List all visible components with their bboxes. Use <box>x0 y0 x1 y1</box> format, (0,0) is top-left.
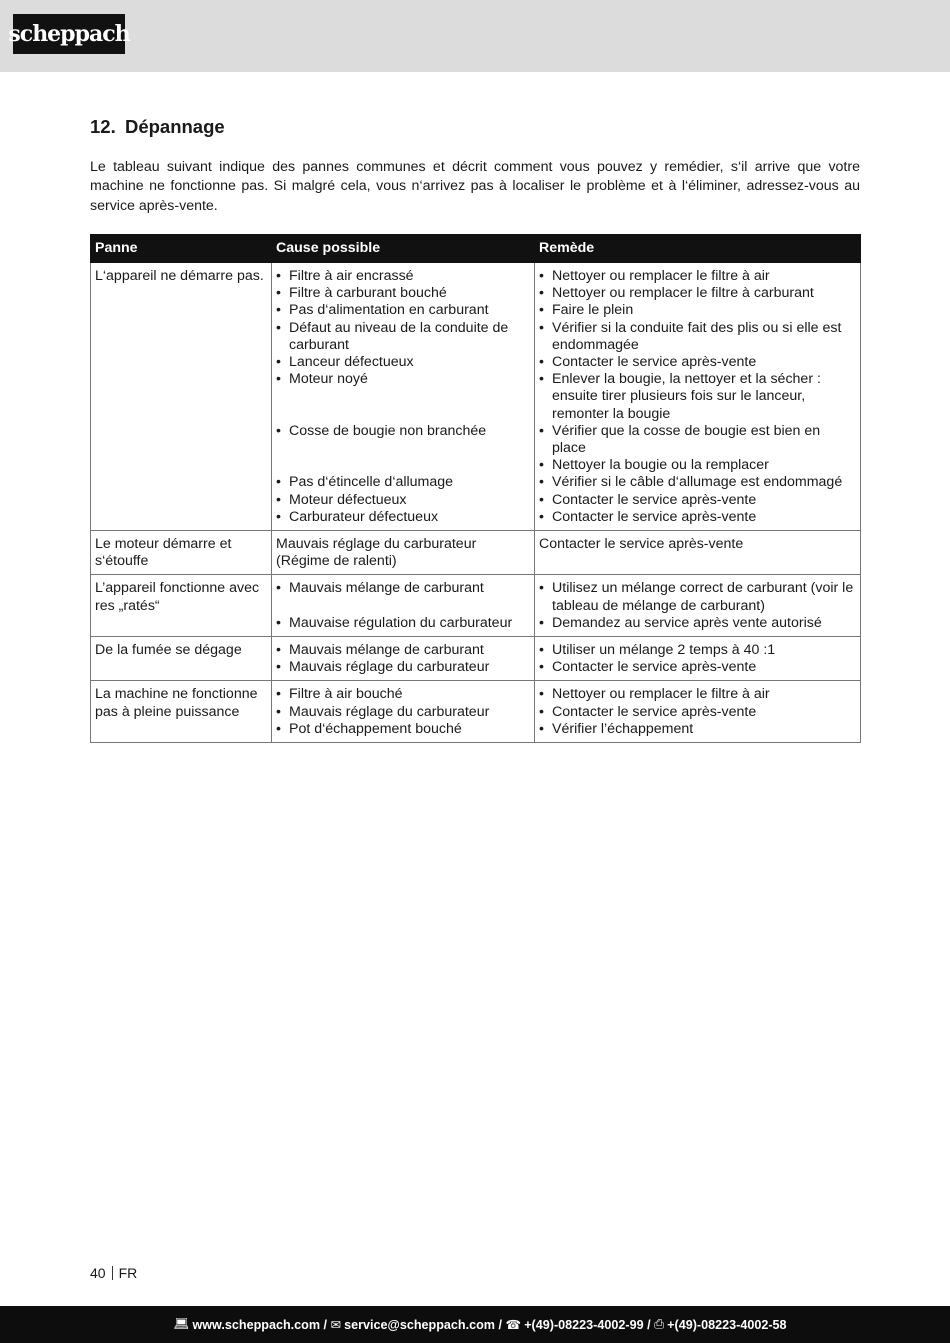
scheppach-logo: scheppach <box>13 14 125 54</box>
remede-item: • Vérifier l’échappement <box>539 721 856 738</box>
page-number: 40 <box>90 1265 106 1281</box>
cause-cell <box>272 263 535 531</box>
panne-cell: L‘appareil ne démarre pas. <box>91 263 272 531</box>
table-header-row <box>91 235 861 263</box>
cause-item: • Filtre à air bouché <box>276 686 530 703</box>
remede-cell <box>535 263 861 531</box>
table-row <box>91 637 861 681</box>
cause-list <box>276 642 530 676</box>
website-link[interactable]: www.scheppach.com / <box>192 1317 328 1332</box>
table-row <box>91 575 861 637</box>
header-panne: Panne <box>91 235 272 263</box>
remede-item: • Contacter le service après-vente <box>539 509 856 526</box>
header-cause: Cause possible <box>272 235 535 263</box>
remede-item: • Demandez au service après vente autorisé <box>539 615 856 632</box>
remede-item: • Contacter le service après-vente <box>539 354 856 371</box>
cause-item: • Filtre à carburant bouché <box>276 285 530 302</box>
remede-item: • Contacter le service après-vente <box>539 492 856 509</box>
remede-cell: Contacter le service après-vente <box>535 531 861 575</box>
remede-cell <box>535 681 861 743</box>
cause-cell <box>272 575 535 637</box>
remede-item: • Vérifier si le câble d‘allumage est endommagé <box>539 474 856 491</box>
cause-item: • Mauvaise régulation du carburateur <box>276 615 530 632</box>
cause-spacer <box>276 406 530 423</box>
remede-item: • Nettoyer ou remplacer le filtre à air <box>539 268 856 285</box>
phone-icon: ☎ <box>505 1318 522 1332</box>
remede-item: • Nettoyer ou remplacer le filtre à carburant <box>539 285 856 302</box>
cause-item: • Cosse de bougie non branchée <box>276 423 530 440</box>
remede-item: • Vérifier que la cosse de bougie est bien en place <box>539 423 856 457</box>
remede-cell <box>535 637 861 681</box>
remede-item: • Nettoyer ou remplacer le filtre à air <box>539 686 856 703</box>
cause-item: • Mauvais réglage du carburateur <box>276 659 530 676</box>
remede-item: • Contacter le service après-vente <box>539 704 856 721</box>
cause-cell <box>272 637 535 681</box>
remede-item: • Contacter le service après-vente <box>539 659 856 676</box>
cause-spacer <box>276 457 530 474</box>
computer-icon: 💻︎ <box>173 1317 190 1331</box>
troubleshooting-table <box>90 234 861 743</box>
remede-item: • Utiliser un mélange 2 temps à 40 :1 <box>539 642 856 659</box>
remede-cell <box>535 575 861 637</box>
intro-paragraph: Le tableau suivant indique des pannes communes et décrit comment vous pouvez y remédier, s‘il arrive que votre machine ne fonctionne pas. Si malgré cela, vous n‘arrivez pas à localiser le problème et à l‘éliminer, adressez-vous au service après-vente. <box>90 159 860 214</box>
contact-bar <box>0 1306 950 1343</box>
remede-list <box>539 642 856 676</box>
remede-item: • Nettoyer la bougie ou la remplacer <box>539 457 856 474</box>
phone-number: +(49)-08223-4002-99 / <box>524 1317 651 1332</box>
cause-item: • Pot d‘échappement bouché <box>276 721 530 738</box>
cause-spacer <box>276 440 530 457</box>
cause-item: • Mauvais mélange de carburant <box>276 580 530 597</box>
panne-cell: De la fumée se dégage <box>91 637 272 681</box>
cause-item: • Pas d‘étincelle d‘allumage <box>276 474 530 491</box>
header-bar <box>0 0 950 72</box>
cause-spacer <box>276 388 530 405</box>
panne-cell: La machine ne fonctionne pas à pleine puissance <box>91 681 272 743</box>
section-title: 12. Dépannage <box>90 116 225 137</box>
email-icon: ✉ <box>330 1318 342 1332</box>
cause-item: • Mauvais réglage du carburateur <box>276 704 530 721</box>
remede-item: • Vérifier si la conduite fait des plis ou si elle est endommagée <box>539 320 856 354</box>
table-row <box>91 263 861 531</box>
remede-list <box>539 268 856 526</box>
page-footer <box>90 1265 137 1281</box>
remede-item: • Enlever la bougie, la nettoyer et la sécher : ensuite tirer plusieurs fois sur le lanceur, remonter la bougie <box>539 371 856 423</box>
cause-cell: Mauvais réglage du carburateur (Régime de ralenti) <box>272 531 535 575</box>
fax-number: +(49)-08223-4002-58 <box>667 1317 787 1332</box>
cause-item: • Moteur noyé <box>276 371 530 388</box>
cause-item: • Lanceur défectueux <box>276 354 530 371</box>
cause-list <box>276 580 530 632</box>
cause-list <box>276 268 530 526</box>
panne-cell: L’appareil fonctionne avec res „ratés“ <box>91 575 272 637</box>
cause-item: • Défaut au niveau de la conduite de carburant <box>276 320 530 354</box>
cause-list <box>276 686 530 738</box>
remede-item: • Utilisez un mélange correct de carburant (voir le tableau de mélange de carburant) <box>539 580 856 614</box>
cause-cell <box>272 681 535 743</box>
email-link[interactable]: service@scheppach.com / <box>344 1317 503 1332</box>
table-row <box>91 531 861 575</box>
cause-item: • Carburateur défectueux <box>276 509 530 526</box>
footer-divider <box>112 1266 113 1280</box>
fax-icon: ⎙ <box>654 1317 665 1331</box>
cause-item: • Pas d‘alimentation en carburant <box>276 302 530 319</box>
remede-item: • Faire le plein <box>539 302 856 319</box>
remede-list <box>539 686 856 738</box>
cause-item: • Filtre à air encrassé <box>276 268 530 285</box>
panne-cell: Le moteur démarre et s‘étouffe <box>91 531 272 575</box>
language-code: FR <box>118 1265 138 1281</box>
cause-spacer <box>276 598 530 615</box>
header-remede: Remède <box>535 235 861 263</box>
cause-item: • Mauvais mélange de carburant <box>276 642 530 659</box>
cause-item: • Moteur défectueux <box>276 492 530 509</box>
remede-list <box>539 580 856 632</box>
table-row <box>91 681 861 743</box>
